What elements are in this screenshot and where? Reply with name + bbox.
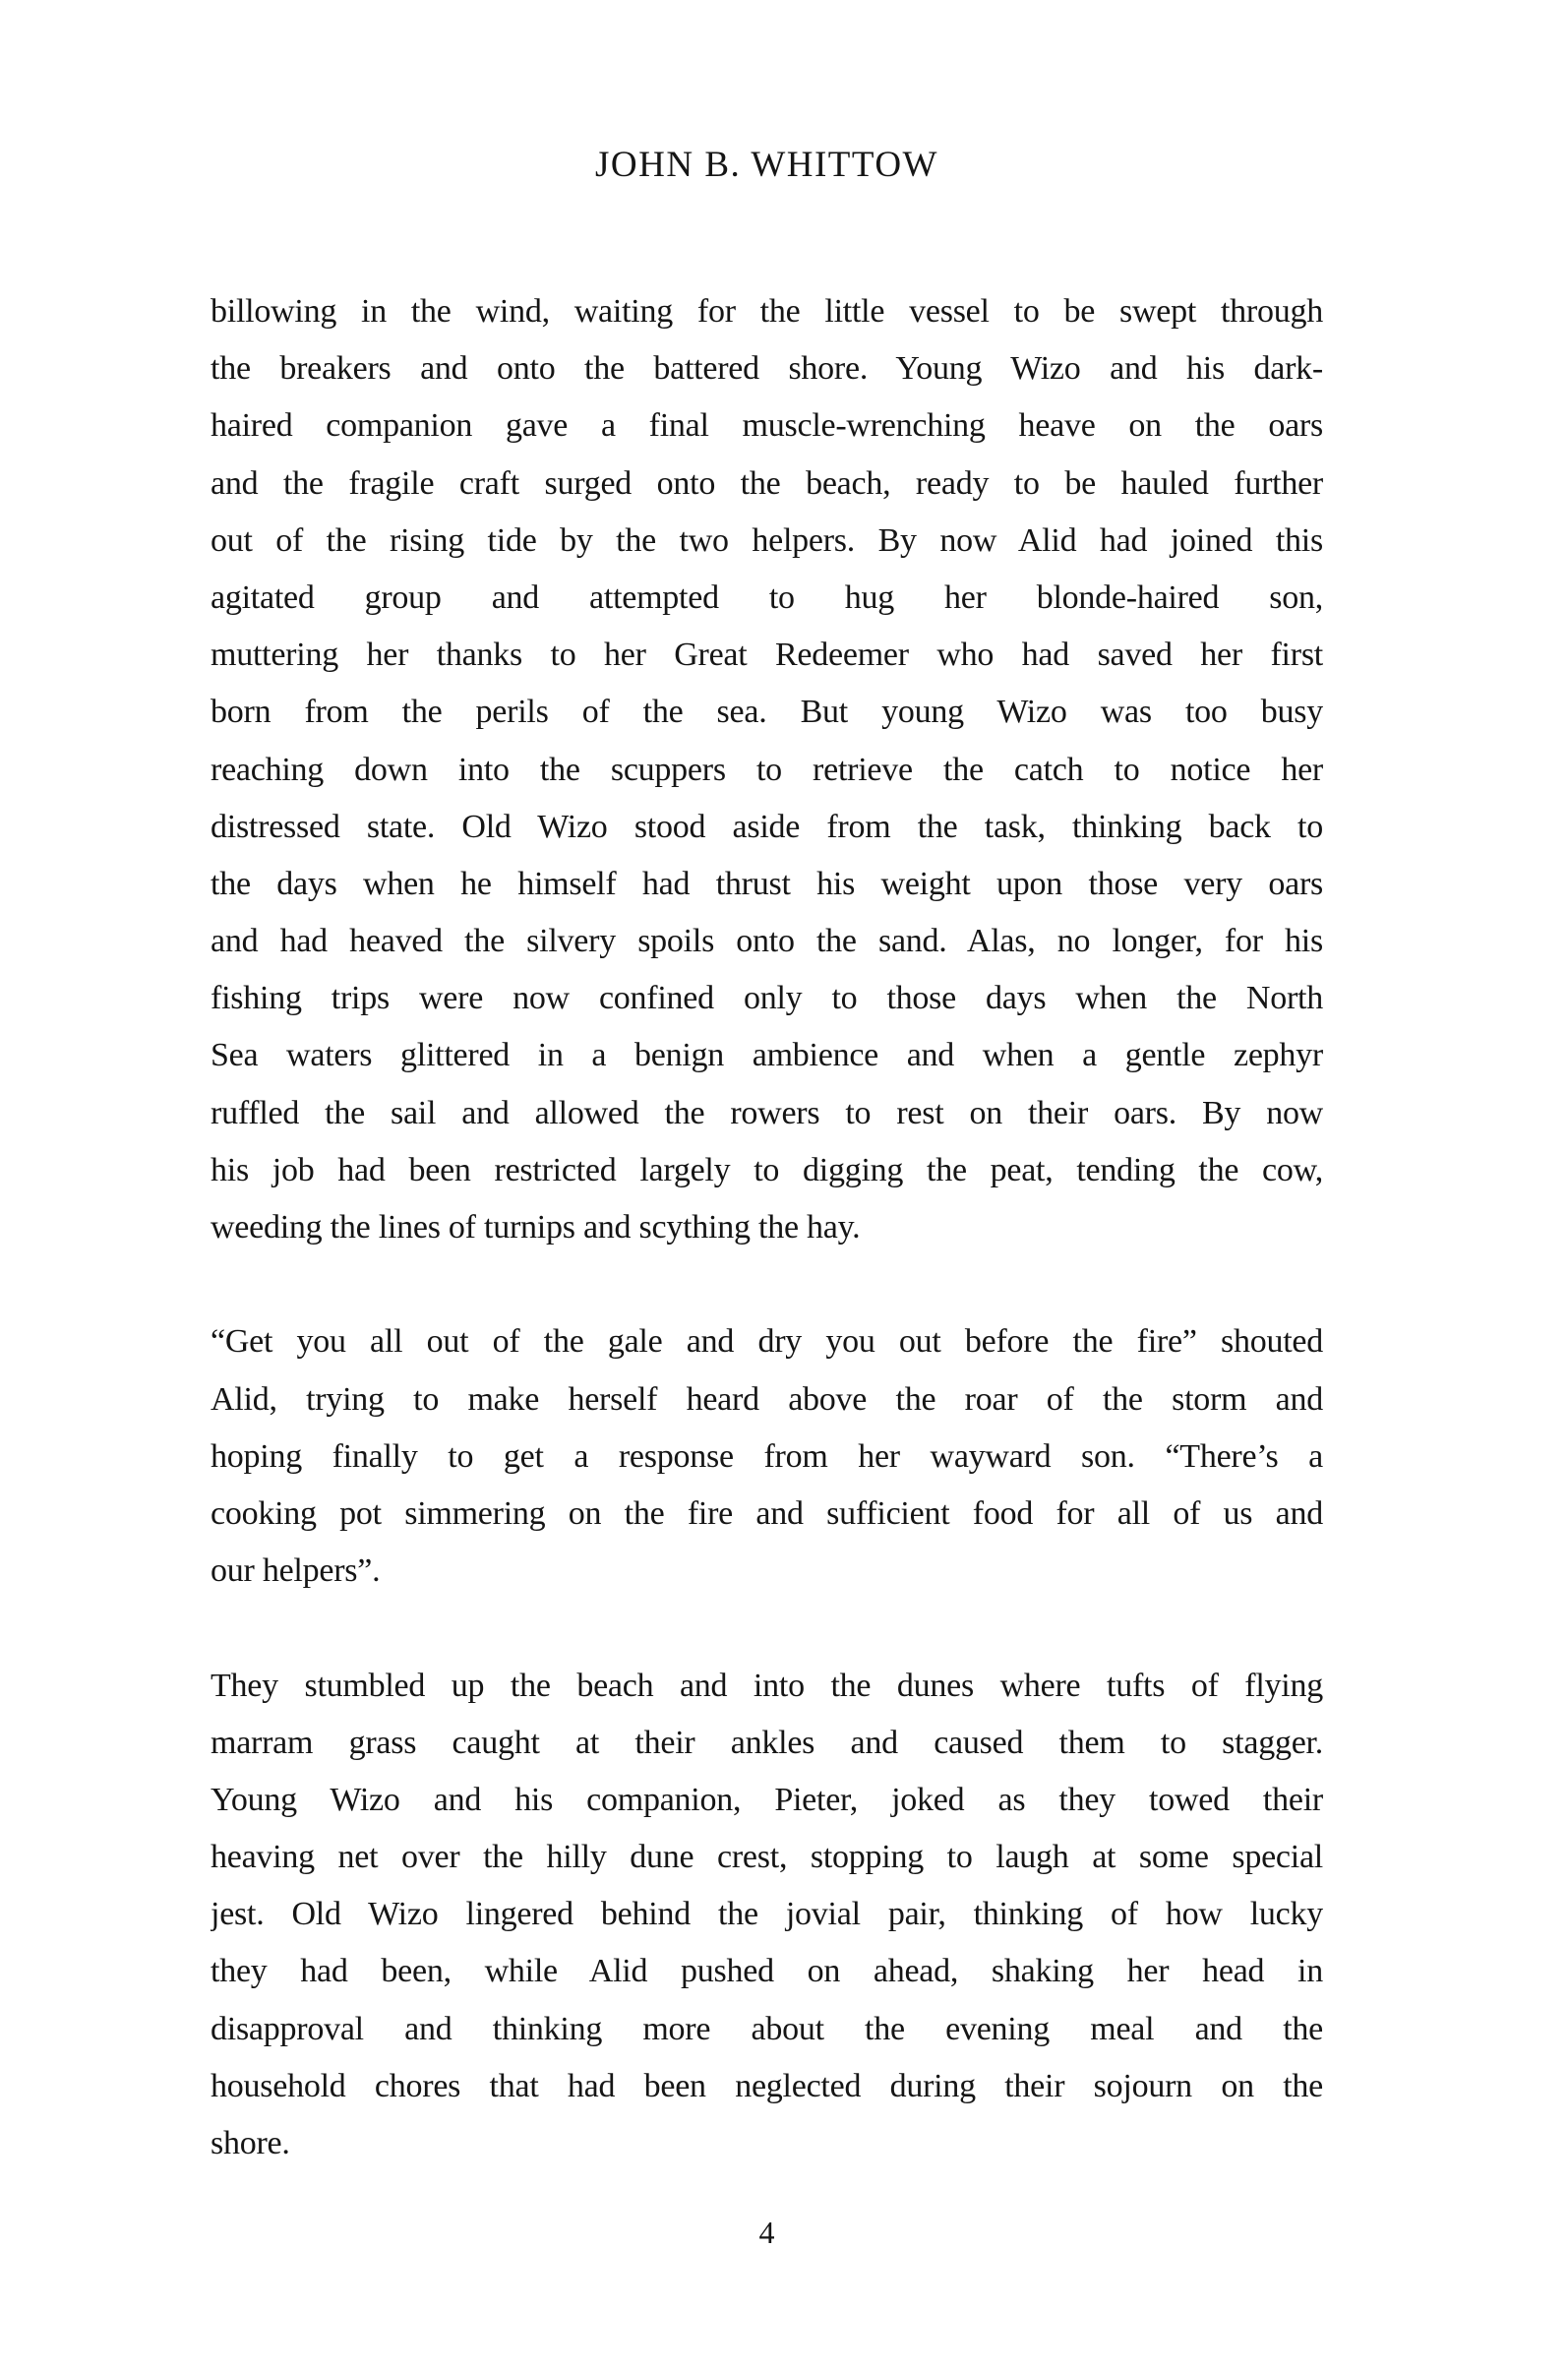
- text-line: reaching down into the scuppers to retrieve the catch to notice her: [211, 751, 1323, 788]
- text-line: haired companion gave a final muscle-wrenching heave on the oars: [211, 407, 1323, 445]
- paragraph: [211, 283, 1323, 1256]
- paragraph: [211, 1313, 1323, 1600]
- text-line: ruffled the sail and allowed the rowers to rest on their oars. By now: [211, 1094, 1323, 1131]
- page-number: 4: [758, 2215, 775, 2250]
- text-line: “Get you all out of the gale and dry you out before the fire” shouted: [211, 1323, 1323, 1361]
- text-line: disapproval and thinking more about the evening meal and the: [211, 2010, 1323, 2047]
- text-line: and had heaved the silvery spoils onto the sand. Alas, no longer, for his: [211, 923, 1323, 960]
- text-line: Sea waters glittered in a benign ambience and when a gentle zephyr: [211, 1037, 1323, 1074]
- text-line: Young Wizo and his companion, Pieter, joked as they towed their: [211, 1781, 1323, 1818]
- text-line: shore.: [211, 2125, 290, 2161]
- text-line: born from the perils of the sea. But young Wizo was too busy: [211, 694, 1323, 731]
- running-header-author: JOHN B. WHITTOW: [595, 145, 938, 185]
- body-text: [211, 283, 1323, 2172]
- paragraph: [211, 1658, 1323, 2173]
- text-line: cooking pot simmering on the fire and sufficient food for all of us and: [211, 1494, 1323, 1532]
- text-line: weeding the lines of turnips and scything the hay.: [211, 1209, 861, 1246]
- text-line: marram grass caught at their ankles and caused them to stagger.: [211, 1724, 1323, 1761]
- text-line: billowing in the wind, waiting for the little vessel to be swept through: [211, 293, 1323, 330]
- text-line: jest. Old Wizo lingered behind the jovial pair, thinking of how lucky: [211, 1896, 1323, 1933]
- text-line: muttering her thanks to her Great Redeemer who had saved her first: [211, 637, 1323, 674]
- text-line: They stumbled up the beach and into the dunes where tufts of flying: [211, 1667, 1323, 1704]
- text-line: the breakers and onto the battered shore. Young Wizo and his dark-: [211, 350, 1323, 388]
- text-line: his job had been restricted largely to digging the peat, tending the cow,: [211, 1151, 1323, 1188]
- text-line: hoping finally to get a response from her wayward son. “There’s a: [211, 1437, 1323, 1475]
- text-line: agitated group and attempted to hug her blonde-haired son,: [211, 578, 1323, 616]
- text-line: distressed state. Old Wizo stood aside from the task, thinking back to: [211, 808, 1323, 845]
- text-line: and the fragile craft surged onto the beach, ready to be hauled further: [211, 464, 1323, 502]
- text-line: out of the rising tide by the two helpers. By now Alid had joined this: [211, 521, 1323, 559]
- text-line: household chores that had been neglected during their sojourn on the: [211, 2067, 1323, 2104]
- text-line: they had been, while Alid pushed on ahead, shaking her head in: [211, 1953, 1323, 1990]
- text-line: fishing trips were now confined only to those days when the North: [211, 980, 1323, 1017]
- text-line: our helpers”.: [211, 1552, 381, 1590]
- text-line: the days when he himself had thrust his weight upon those very oars: [211, 865, 1323, 902]
- text-line: Alid, trying to make herself heard above the roar of the storm and: [211, 1380, 1323, 1418]
- text-line: heaving net over the hilly dune crest, stopping to laugh at some special: [211, 1839, 1323, 1876]
